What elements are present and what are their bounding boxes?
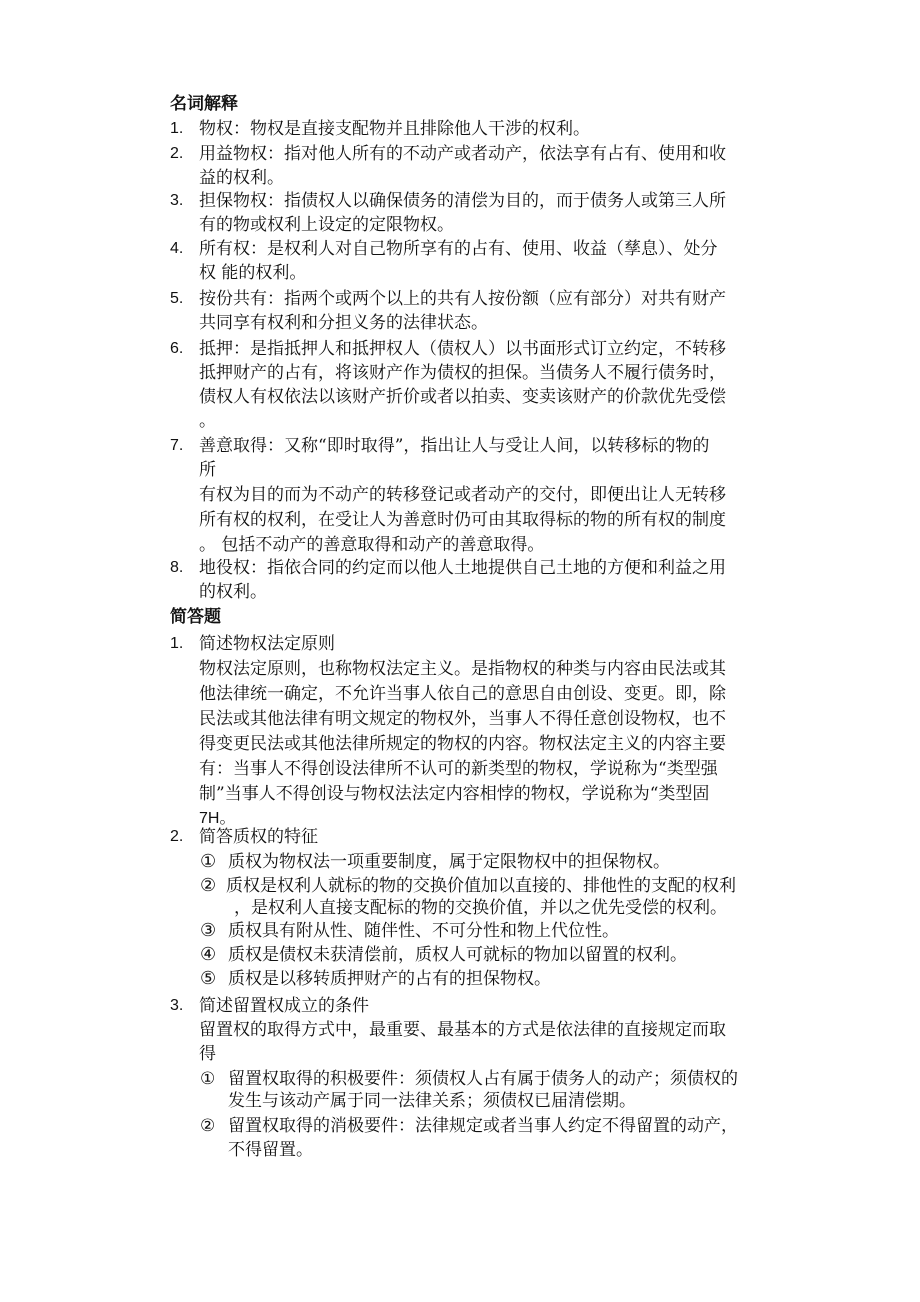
question-title: 简答质权的特征 — [199, 827, 318, 847]
point-text-line: 质权是权利人就标的物的交换价值加以直接的、排他性的支配的权利 — [226, 876, 736, 896]
point-text-line: 发生与该动产属于同一法律关系；须债权已届清偿期。 — [228, 1091, 636, 1111]
question-number: 1. — [170, 635, 184, 652]
point-marker: ② — [200, 875, 217, 896]
point-marker: ③ — [200, 920, 217, 941]
item-number: 8. — [170, 559, 184, 576]
answer-line: 制”当事人不得创设与物权法法定内容相悖的物权，学说称为“类型固 — [199, 784, 710, 804]
item-number: 4. — [170, 240, 184, 257]
question-number: 3. — [170, 997, 184, 1014]
item-text-line: 。 — [199, 411, 216, 431]
answer-line: 留置权的取得方式中，最重要、最基本的方式是依法律的直接规定而取 — [199, 1020, 726, 1040]
question-title: 简述物权法定原则 — [199, 634, 335, 654]
item-text-line: 抵押财产的占有，将该财产作为债权的担保。当债务人不履行债务时， — [199, 363, 726, 383]
answer-line: 他法律统一确定，不允许当事人依自己的意思自由创设、变更。即，除 — [199, 684, 726, 704]
item-text-line: 所有权：是权利人对自己物所享有的占有、使用、收益（孳息）、处分 — [199, 239, 718, 259]
item-number: 1. — [170, 120, 184, 137]
item-text-line: 抵押：是指抵押人和抵押权人（债权人）以书面形式订立约定，不转移 — [199, 339, 726, 359]
item-text-line: 。 包括不动产的善意取得和动产的善意取得。 — [199, 535, 545, 555]
point-text-line: 质权是以移转质押财产的占有的担保物权。 — [228, 969, 551, 989]
answer-line: 民法或其他法律有明文规定的物权外，当事人不得任意创设物权，也不 — [199, 709, 726, 729]
item-text-line: 地役权：指依合同的约定而以他人土地提供自己土地的方便和利益之用 — [199, 558, 726, 578]
point-marker: ⑤ — [200, 968, 217, 989]
item-number: 7. — [170, 437, 184, 454]
point-marker: ① — [200, 851, 217, 872]
point-text-line: 留置权取得的消极要件：法律规定或者当事人约定不得留置的动产， — [228, 1116, 738, 1136]
answer-line: 7H。 — [199, 810, 236, 827]
item-text-line: 权 能的权利。 — [199, 263, 307, 283]
point-text-line: 不得留置。 — [228, 1140, 313, 1160]
item-number: 6. — [170, 340, 184, 357]
section-title-definitions: 名词解释 — [170, 94, 238, 114]
item-text-line: 所有权的权利，在受让人为善意时仍可由其取得标的物的所有权的制度 — [199, 510, 726, 530]
item-text-line: 善意取得：又称“即时取得”，指出让人与受让人间，以转移标的物的 — [199, 436, 710, 456]
answer-line: 有：当事人不得创设法律所不认可的新类型的物权，学说称为“类型强 — [199, 759, 718, 779]
item-number: 5. — [170, 290, 184, 307]
item-text-line: 用益物权：指对他人所有的不动产或者动产，依法享有占有、使用和收 — [199, 144, 726, 164]
point-marker: ④ — [200, 944, 217, 965]
item-text-line: 物权：物权是直接支配物并且排除他人干涉的权利。 — [199, 119, 590, 139]
point-text-line: 留置权取得的积极要件：须债权人占有属于债务人的动产；须债权的 — [228, 1069, 738, 1089]
item-text-line: 益的权利。 — [199, 168, 284, 188]
point-text-line: ，是权利人直接支配标的物的交换价值，并以之优先受偿的权利。 — [234, 898, 727, 918]
section-title-short-answer: 简答题 — [170, 607, 221, 627]
item-text-line: 的权利。 — [199, 582, 267, 602]
answer-line: 物权法定原则，也称物权法定主义。是指物权的种类与内容由民法或其 — [199, 659, 726, 679]
item-text-line: 所 — [199, 460, 216, 480]
point-marker: ① — [200, 1069, 216, 1089]
item-text-line: 按份共有：指两个或两个以上的共有人按份额（应有部分）对共有财产 — [199, 289, 726, 309]
point-text-line: 质权为物权法一项重要制度，属于定限物权中的担保物权。 — [228, 852, 670, 872]
item-number: 2. — [170, 145, 184, 162]
item-text-line: 有权为目的而为不动产的转移登记或者动产的交付，即便出让人无转移 — [199, 485, 726, 505]
item-number: 3. — [170, 192, 184, 209]
point-text-line: 质权是债权未获清偿前，质权人可就标的物加以留置的权利。 — [228, 945, 687, 965]
answer-line: 得变更民法或其他法律所规定的物权的内容。物权法定主义的内容主要 — [199, 734, 726, 754]
item-text-line: 有的物或权利上设定的定限物权。 — [199, 215, 454, 235]
item-text-line: 共同享有权利和分担义务的法律状态。 — [199, 313, 488, 333]
point-text-line: 质权具有附从性、随伴性、不可分性和物上代位性。 — [228, 921, 619, 941]
answer-line: 得 — [199, 1044, 216, 1064]
question-title: 简述留置权成立的条件 — [199, 996, 369, 1016]
item-text-line: 债权人有权依法以该财产折价或者以拍卖、变卖该财产的价款优先受偿 — [199, 387, 726, 407]
item-text-line: 担保物权：指债权人以确保债务的清偿为目的，而于债务人或第三人所 — [199, 191, 726, 211]
point-marker: ② — [200, 1116, 216, 1136]
question-number: 2. — [170, 828, 184, 845]
